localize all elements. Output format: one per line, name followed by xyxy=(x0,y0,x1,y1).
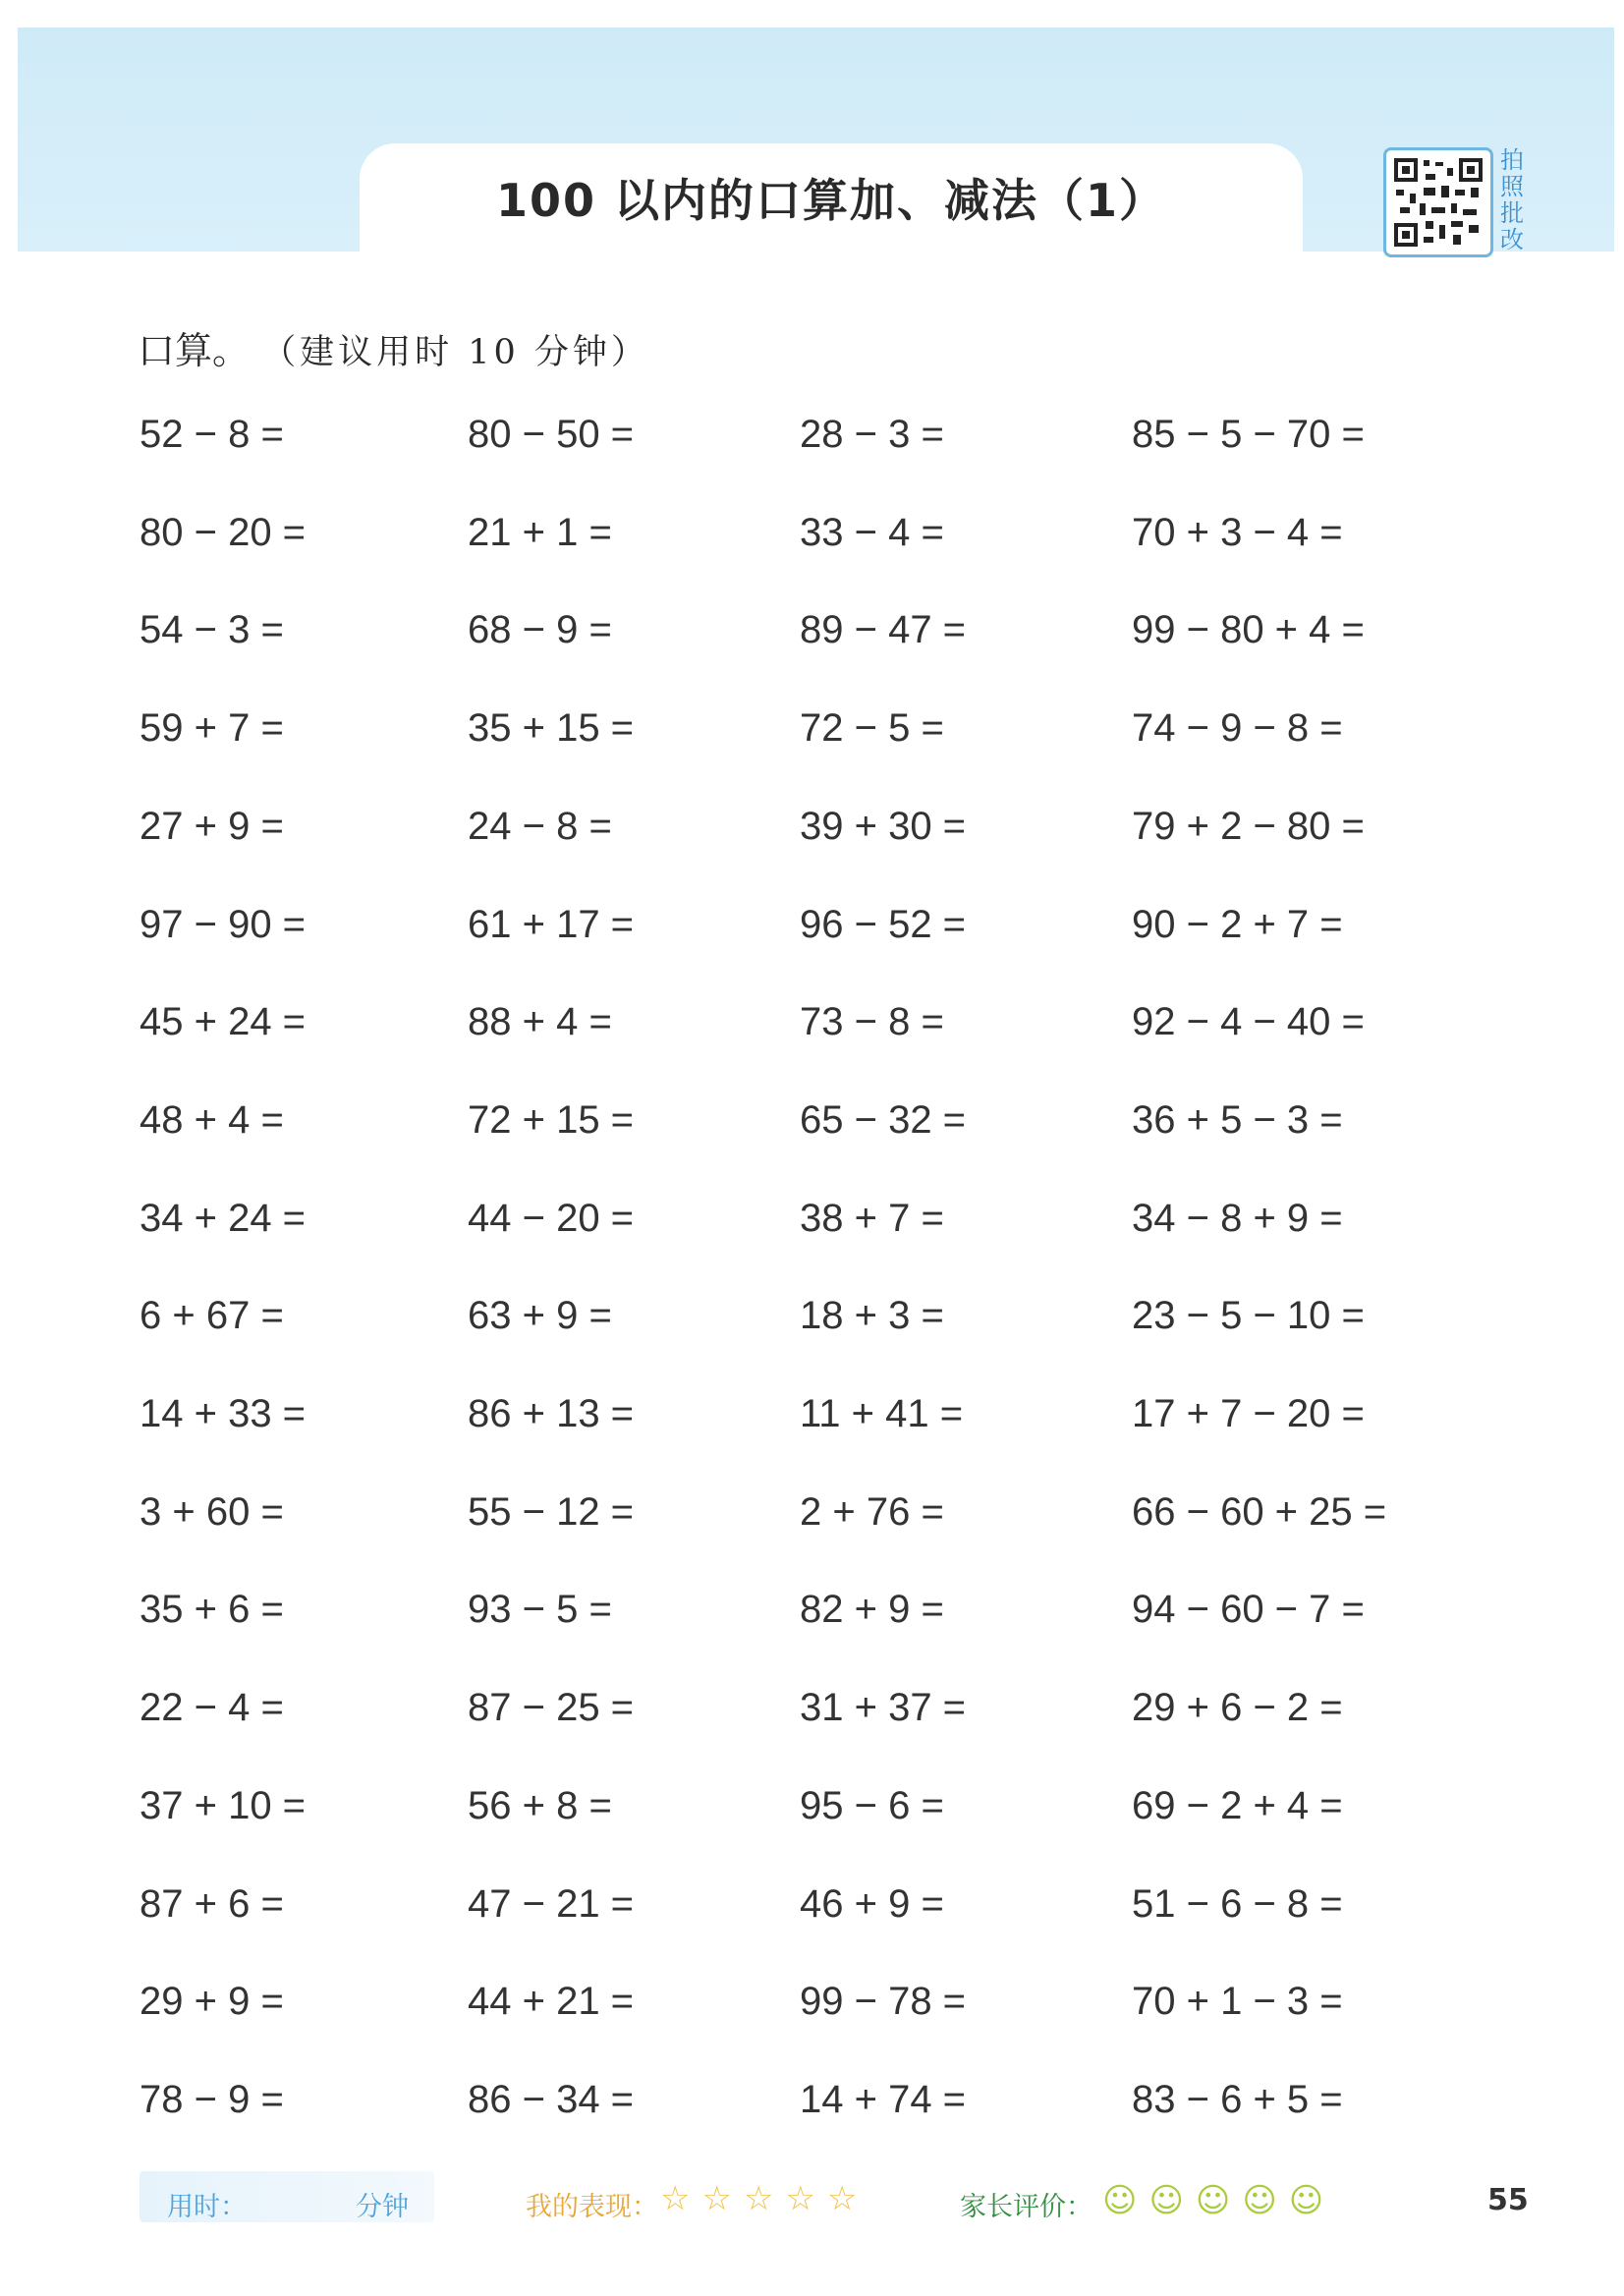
math-problem[interactable]: 35 + 15 = xyxy=(468,706,635,750)
problem-row xyxy=(140,903,1417,962)
math-problem[interactable]: 47 − 21 = xyxy=(468,1882,635,1926)
math-problem[interactable]: 44 + 21 = xyxy=(468,1980,635,2023)
page-title: 100 以内的口算加、减法（1） xyxy=(495,174,1167,227)
problem-row xyxy=(140,1686,1417,1745)
math-problem[interactable]: 94 − 60 − 7 = xyxy=(1132,1588,1365,1631)
math-problem[interactable]: 14 + 33 = xyxy=(140,1392,307,1435)
math-problem[interactable]: 54 − 3 = xyxy=(140,608,284,651)
math-problem[interactable]: 27 + 9 = xyxy=(140,805,284,848)
math-problem[interactable]: 80 − 50 = xyxy=(468,413,635,456)
math-problem[interactable]: 51 − 6 − 8 = xyxy=(1132,1882,1343,1926)
problem-row xyxy=(140,608,1417,667)
problem-row xyxy=(140,1784,1417,1843)
problem-row xyxy=(140,1000,1417,1059)
math-problem[interactable]: 23 − 5 − 10 = xyxy=(1132,1294,1365,1337)
math-problem[interactable]: 89 − 47 = xyxy=(800,608,967,651)
math-problem[interactable]: 55 − 12 = xyxy=(468,1490,635,1534)
math-problem[interactable]: 72 + 15 = xyxy=(468,1098,635,1142)
math-problem[interactable]: 78 − 9 = xyxy=(140,2078,284,2121)
instruction-main: 口算。 xyxy=(138,329,251,372)
math-problem[interactable]: 70 + 3 − 4 = xyxy=(1132,511,1343,554)
math-problem[interactable]: 39 + 30 = xyxy=(800,805,967,848)
math-problem[interactable]: 96 − 52 = xyxy=(800,903,967,946)
math-problem[interactable]: 17 + 7 − 20 = xyxy=(1132,1392,1365,1435)
math-problem[interactable]: 33 − 4 = xyxy=(800,511,944,554)
math-problem[interactable]: 73 − 8 = xyxy=(800,1000,944,1043)
page-number: 55 xyxy=(1487,2183,1529,2217)
math-problem[interactable]: 92 − 4 − 40 = xyxy=(1132,1000,1365,1043)
math-problem[interactable]: 6 + 67 = xyxy=(140,1294,284,1337)
math-problem[interactable]: 72 − 5 = xyxy=(800,706,944,750)
math-problem[interactable]: 14 + 74 = xyxy=(800,2078,967,2121)
instruction-note: （建议用时 10 分钟） xyxy=(261,333,649,372)
problem-row xyxy=(140,413,1417,472)
math-problem[interactable]: 36 + 5 − 3 = xyxy=(1132,1098,1343,1142)
math-problem[interactable]: 52 − 8 = xyxy=(140,413,284,456)
math-problem[interactable]: 82 + 9 = xyxy=(800,1588,944,1631)
math-problem[interactable]: 29 + 9 = xyxy=(140,1980,284,2023)
math-problem[interactable]: 99 − 80 + 4 = xyxy=(1132,608,1365,651)
problem-row xyxy=(140,805,1417,864)
qr-code-icon[interactable] xyxy=(1383,147,1493,257)
minutes-label: 分钟 xyxy=(356,2192,409,2222)
problem-row xyxy=(140,706,1417,765)
math-problem[interactable]: 88 + 4 = xyxy=(468,1000,612,1043)
math-problem[interactable]: 38 + 7 = xyxy=(800,1197,944,1240)
math-problem[interactable]: 80 − 20 = xyxy=(140,511,307,554)
math-problem[interactable]: 86 + 13 = xyxy=(468,1392,635,1435)
math-problem[interactable]: 34 + 24 = xyxy=(140,1197,307,1240)
qr-code-graphic xyxy=(1394,158,1483,247)
math-problem[interactable]: 87 + 6 = xyxy=(140,1882,284,1926)
math-problem[interactable]: 31 + 37 = xyxy=(800,1686,967,1729)
math-problem[interactable]: 61 + 17 = xyxy=(468,903,635,946)
problem-row xyxy=(140,2078,1417,2137)
math-problem[interactable]: 93 − 5 = xyxy=(468,1588,612,1631)
math-problem[interactable]: 74 − 9 − 8 = xyxy=(1132,706,1343,750)
problem-row xyxy=(140,1294,1417,1353)
time-label: 用时： xyxy=(167,2192,247,2222)
math-problem[interactable]: 68 − 9 = xyxy=(468,608,612,651)
math-problem[interactable]: 63 + 9 = xyxy=(468,1294,612,1337)
math-problem[interactable]: 2 + 76 = xyxy=(800,1490,944,1534)
math-problem[interactable]: 59 + 7 = xyxy=(140,706,284,750)
math-problem[interactable]: 87 − 25 = xyxy=(468,1686,635,1729)
math-problem[interactable]: 85 − 5 − 70 = xyxy=(1132,413,1365,456)
qr-label-char: 拍 xyxy=(1500,146,1524,174)
math-problem[interactable]: 24 − 8 = xyxy=(468,805,612,848)
math-problem[interactable]: 3 + 60 = xyxy=(140,1490,284,1534)
parent-evaluation-label: 家长评价： xyxy=(960,2192,1092,2222)
math-problem[interactable]: 29 + 6 − 2 = xyxy=(1132,1686,1343,1729)
math-problem[interactable]: 69 − 2 + 4 = xyxy=(1132,1784,1343,1827)
smiley-rating-icon[interactable]: ☺☺☺☺☺ xyxy=(1102,2181,1336,2220)
math-problem[interactable]: 28 − 3 = xyxy=(800,413,944,456)
math-problem[interactable]: 34 − 8 + 9 = xyxy=(1132,1197,1343,1240)
math-problem[interactable]: 83 − 6 + 5 = xyxy=(1132,2078,1343,2121)
qr-label-char: 批 xyxy=(1500,199,1524,227)
math-problem[interactable]: 99 − 78 = xyxy=(800,1980,967,2023)
problem-row xyxy=(140,1392,1417,1451)
math-problem[interactable]: 79 + 2 − 80 = xyxy=(1132,805,1365,848)
problem-row xyxy=(140,1490,1417,1549)
problem-row xyxy=(140,1980,1417,2039)
math-problem[interactable]: 56 + 8 = xyxy=(468,1784,612,1827)
instruction xyxy=(138,320,649,374)
problem-row xyxy=(140,1588,1417,1647)
math-problem[interactable]: 35 + 6 = xyxy=(140,1588,284,1631)
math-problem[interactable]: 45 + 24 = xyxy=(140,1000,307,1043)
math-problem[interactable]: 97 − 90 = xyxy=(140,903,307,946)
math-problem[interactable]: 37 + 10 = xyxy=(140,1784,307,1827)
math-problem[interactable]: 11 + 41 = xyxy=(800,1392,964,1435)
math-problem[interactable]: 21 + 1 = xyxy=(468,511,612,554)
math-problem[interactable]: 22 − 4 = xyxy=(140,1686,284,1729)
math-problem[interactable]: 44 − 20 = xyxy=(468,1197,635,1240)
math-problem[interactable]: 70 + 1 − 3 = xyxy=(1132,1980,1343,2023)
problem-row xyxy=(140,1098,1417,1157)
math-problem[interactable]: 18 + 3 = xyxy=(800,1294,944,1337)
math-problem[interactable]: 86 − 34 = xyxy=(468,2078,635,2121)
qr-label-char: 改 xyxy=(1500,226,1524,253)
math-problem[interactable]: 46 + 9 = xyxy=(800,1882,944,1926)
math-problem[interactable]: 65 − 32 = xyxy=(800,1098,967,1142)
problem-row xyxy=(140,1882,1417,1941)
math-problem[interactable]: 90 − 2 + 7 = xyxy=(1132,903,1343,946)
qr-label-char: 照 xyxy=(1500,173,1524,200)
math-problem[interactable]: 66 − 60 + 25 = xyxy=(1132,1490,1387,1534)
math-problem[interactable]: 95 − 6 = xyxy=(800,1784,944,1827)
problem-row xyxy=(140,1197,1417,1256)
problem-row xyxy=(140,511,1417,570)
performance-label: 我的表现： xyxy=(526,2192,658,2222)
math-problem[interactable]: 48 + 4 = xyxy=(140,1098,284,1142)
star-rating-icon[interactable]: ☆☆☆☆☆ xyxy=(660,2179,869,2218)
photo-grading-label[interactable] xyxy=(1497,147,1527,253)
